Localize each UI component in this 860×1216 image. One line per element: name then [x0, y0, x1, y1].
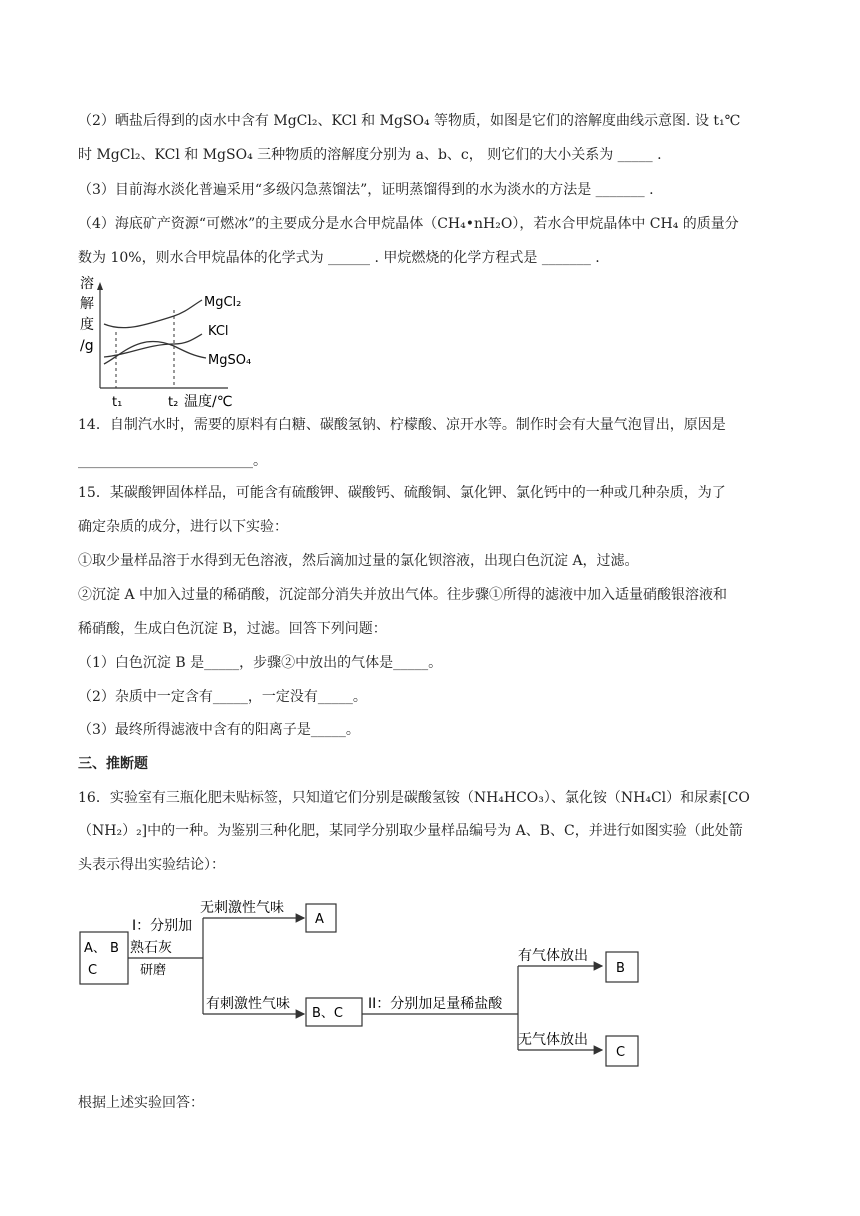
q16-line3: 头表示得出实验结论）： — [78, 857, 225, 873]
branch-no-gas-label: 无气体放出 — [518, 1032, 588, 1048]
ylabel-char-3: 度 — [80, 317, 94, 333]
q15-step1: ①取少量样品溶于水得到无色溶液，然后滴加过量的氯化钡溶液，出现白色沉淀 A，过滤。 — [78, 553, 639, 569]
step2-label: II：分别加足量稀盐酸 — [368, 996, 503, 1012]
mgcl2-curve — [104, 300, 202, 328]
tick-t2: t₂ — [168, 395, 179, 410]
q16-answer-prompt: 根据上述实验回答： — [78, 1095, 204, 1111]
q16-line1: 16．实验室有三瓶化肥未贴标签，只知道它们分别是碳酸氢铵（NH₄HCO₃）、氯化铵（NH₄Cl）和尿素[CO — [78, 790, 750, 806]
step1-label-bot: 研磨 — [140, 963, 167, 978]
legend-kcl: KCl — [208, 324, 229, 339]
q13-part3: （3）目前海水淡化普遍采用“多级闪急蒸馏法”，证明蒸馏得到的水为淡水的方法是 _______ . — [78, 182, 654, 198]
ylabel-char-4: /g — [80, 338, 94, 354]
box-c-label: C — [616, 1045, 626, 1060]
q15-step2-line2: 稀硝酸，生成白色沉淀 B，过滤。回答下列问题： — [78, 621, 387, 637]
q15-step2-line1: ②沉淀 A 中加入过量的稀硝酸，沉淀部分消失并放出气体。往步骤①所得的滤液中加入适量硝酸银溶液和 — [78, 587, 728, 603]
step1-label-top: I：分别加 — [132, 918, 193, 934]
legend-mgcl2: MgCl₂ — [204, 295, 242, 310]
q16-line2: （NH₂）₂]中的一种。为鉴别三种化肥，某同学分别取少量样品编号为 A、B、C，并进行如图实验（此处箭 — [78, 823, 743, 839]
experiment-flow-diagram — [78, 890, 658, 1080]
ylabel-char-2: 解 — [80, 296, 94, 312]
xlabel: 温度/℃ — [184, 394, 233, 410]
step1-label-mid: 熟石灰 — [130, 940, 172, 956]
y-axis-arrow — [97, 282, 103, 290]
box-bc-label: B、C — [312, 1006, 343, 1021]
start-label-bottom: C — [88, 963, 98, 978]
q15-question2: （2）杂质中一定含有_____，一定没有_____。 — [78, 689, 367, 705]
mgso4-curve — [104, 341, 206, 364]
branch-gas-label: 有气体放出 — [518, 948, 588, 964]
box-a-label: A — [315, 912, 324, 927]
q15-line2: 确定杂质的成分，进行以下实验： — [78, 519, 288, 535]
q13-part2-line2: 时 MgCl₂、KCl 和 MgSO₄ 三种物质的溶解度分别为 a、b、c， 则它们的大小关系为 _____ . — [78, 147, 662, 163]
box-b-label: B — [616, 961, 625, 976]
section-title: 三、推断题 — [78, 756, 148, 772]
tick-t1: t₁ — [112, 395, 123, 410]
q13-part2-line1: （2）晒盐后得到的卤水中含有 MgCl₂、KCl 和 MgSO₄ 等物质，如图是它们的溶解度曲线示意图. 设 t₁℃ — [78, 113, 741, 129]
q15-question3: （3）最终所得滤液中含有的阳离子是_____。 — [78, 722, 360, 738]
q13-part4-line2: 数为 10%，则水合甲烷晶体的化学式为 ______ . 甲烷燃烧的化学方程式是 _______ . — [78, 250, 600, 266]
solubility-chart — [78, 272, 268, 412]
q15-line1: 15．某碳酸钾固体样品，可能含有硫酸钾、碳酸钙、硫酸铜、氯化钾、氯化钙中的一种或几种杂质，为了 — [78, 485, 726, 501]
branch-smell-label: 有刺激性气味 — [206, 996, 290, 1012]
legend-mgso4: MgSO₄ — [208, 353, 252, 368]
q14-line1: 14．自制汽水时，需要的原料有白糖、碳酸氢钠、柠檬酸、凉开水等。制作时会有大量气泡冒出，原因是 — [78, 417, 726, 433]
branch-no-smell-label: 无刺激性气味 — [200, 900, 284, 916]
start-label-top: A、 B — [84, 941, 119, 956]
q15-question1: （1）白色沉淀 B 是_____，步骤②中放出的气体是_____。 — [78, 655, 443, 671]
ylabel-char-1: 溶 — [80, 276, 94, 292]
q14-line2: _________________________。 — [78, 453, 267, 469]
kcl-curve — [104, 334, 202, 357]
q13-part4-line1: （4）海底矿产资源“可燃冰”的主要成分是水合甲烷晶体（CH₄•nH₂O），若水合甲烷晶体中 CH₄ 的质量分 — [78, 216, 739, 232]
